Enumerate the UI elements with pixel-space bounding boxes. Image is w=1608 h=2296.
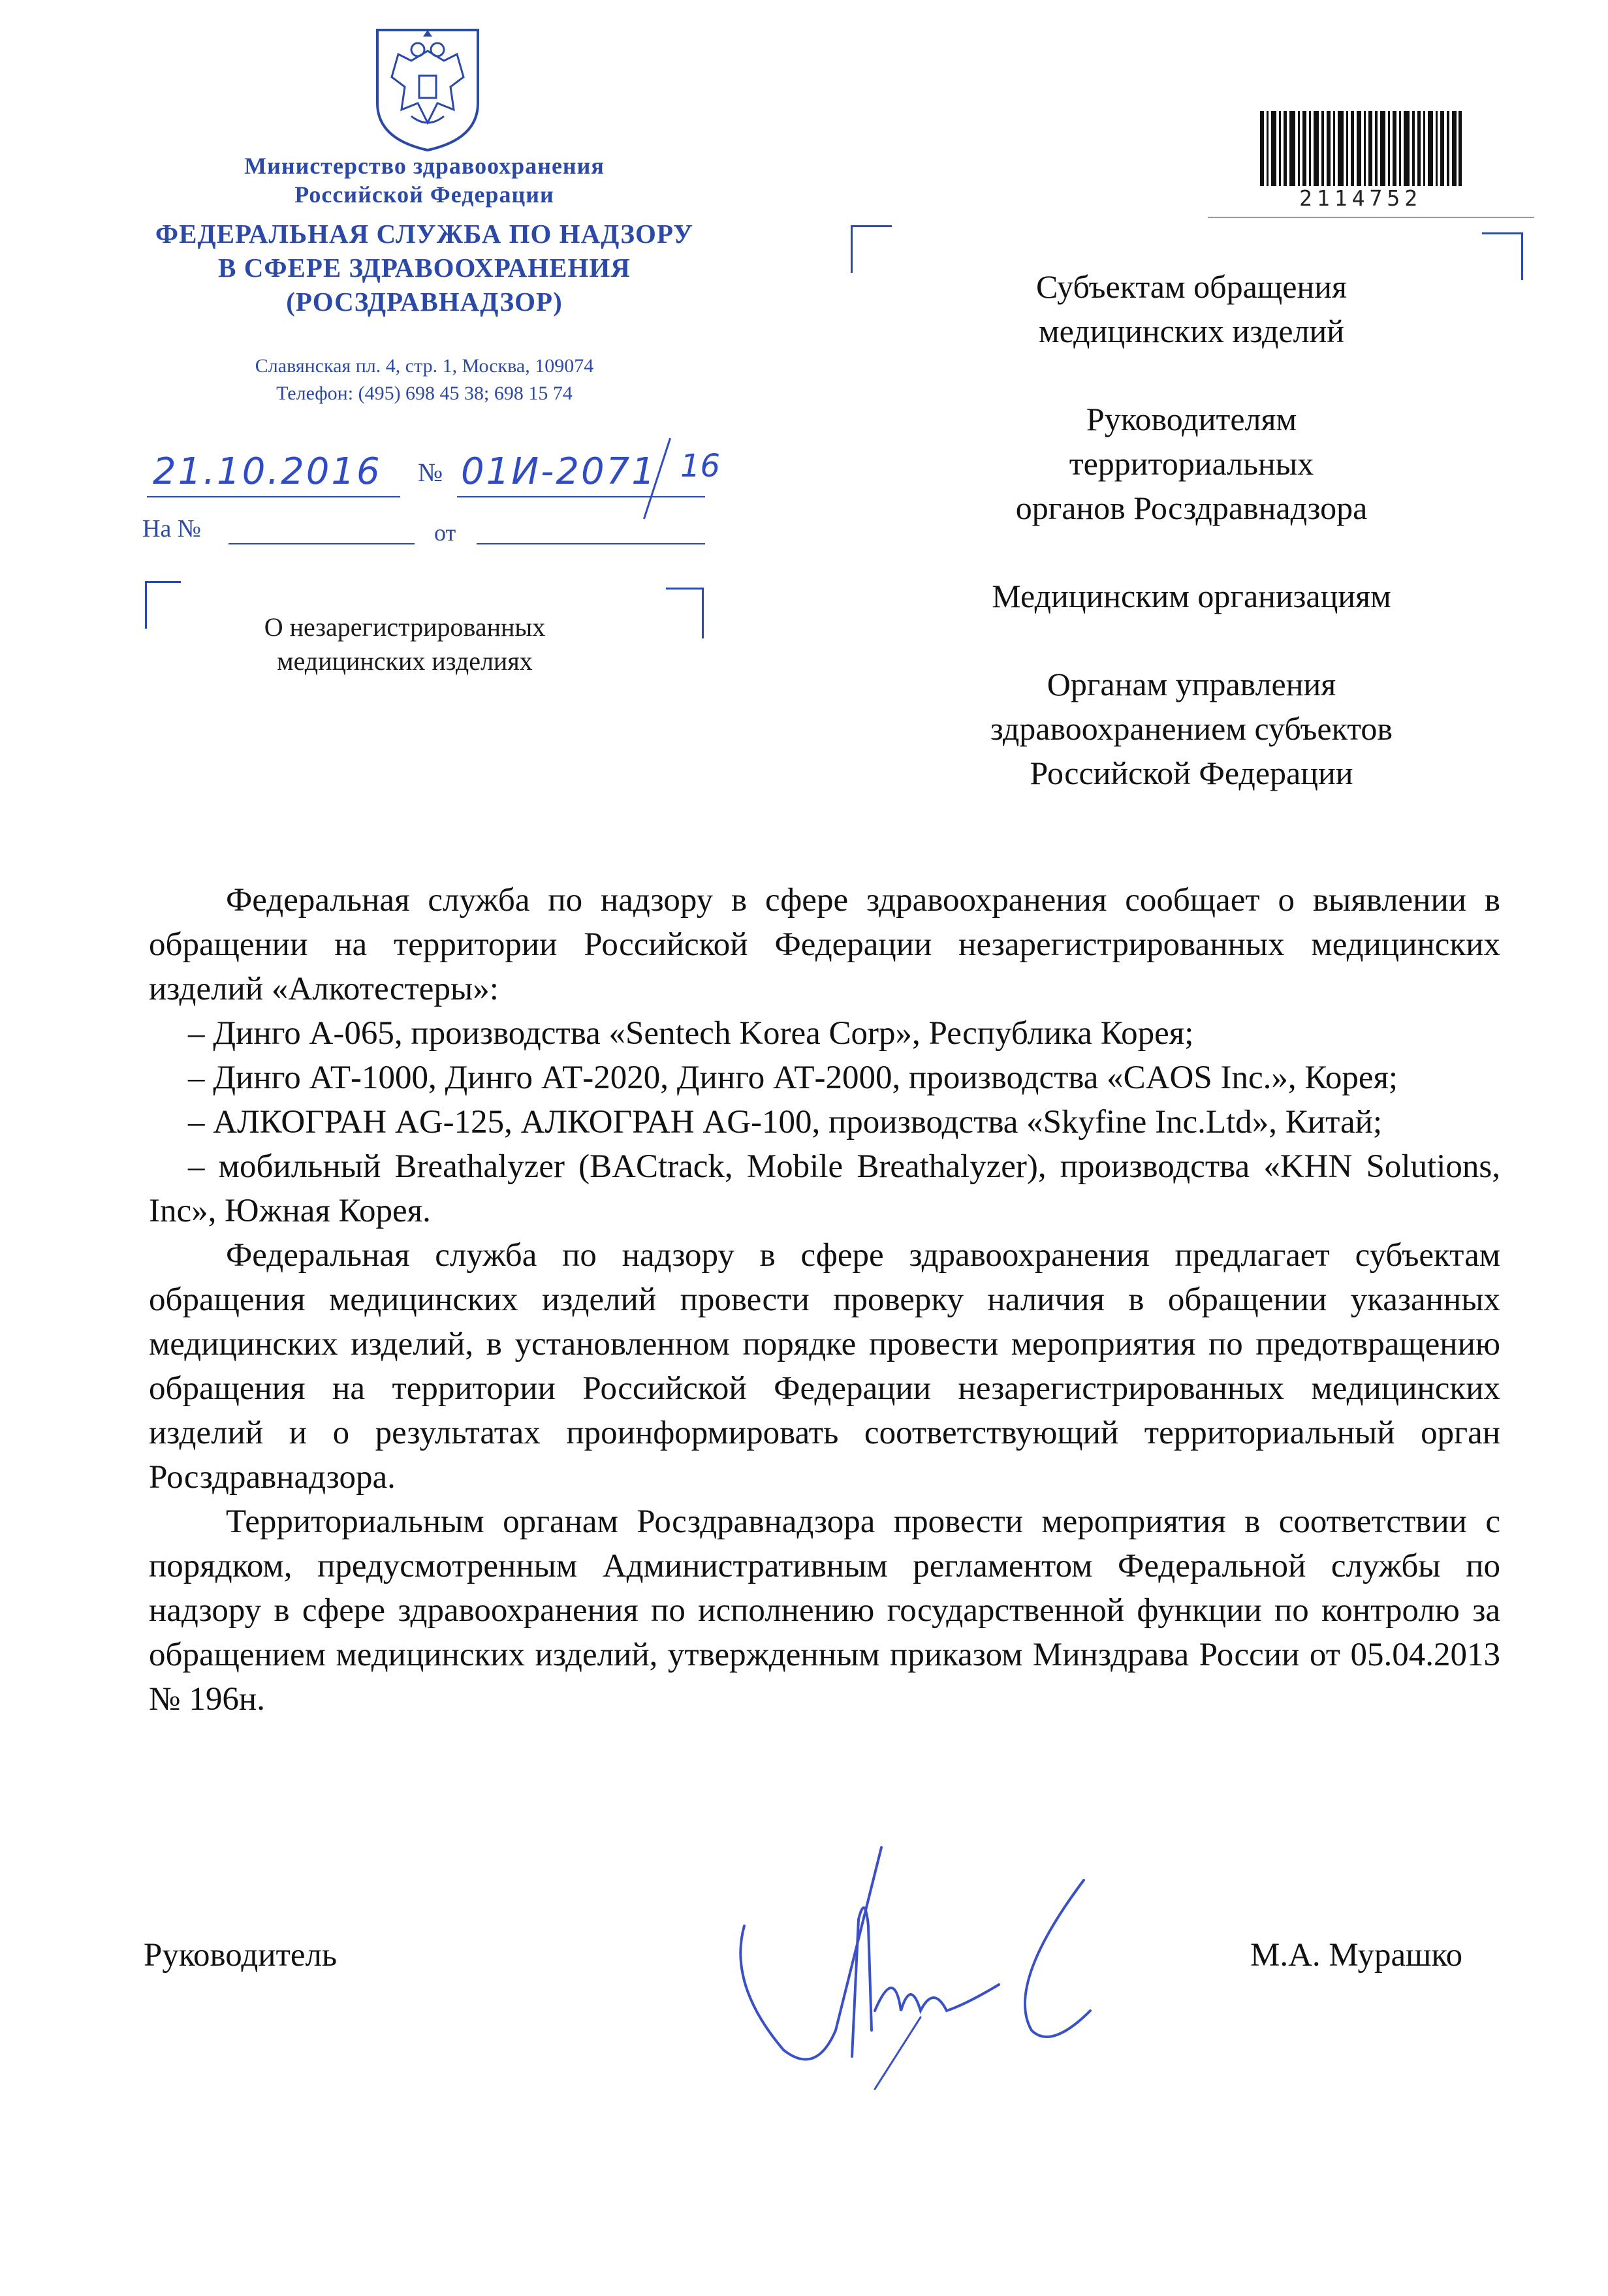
- letter-body: [149, 878, 1500, 1722]
- letter-subject: [196, 610, 614, 678]
- address-line1: Славянская пл. 4, стр. 1, Москва, 109074: [255, 355, 594, 377]
- addressee-3: [914, 574, 1469, 618]
- subject-corner-left: [145, 581, 181, 629]
- registration-date: 21.10.2016: [153, 450, 382, 493]
- number-underline: [457, 496, 705, 497]
- subject-corner-right: [666, 588, 704, 638]
- service-name: [118, 217, 731, 319]
- barcode-number: 2114752: [1299, 185, 1423, 211]
- reply-to-date-line: [477, 543, 705, 544]
- reply-to-number-label: На №: [142, 515, 202, 543]
- number-label: №: [418, 458, 443, 487]
- body-paragraph-2: Федеральная служба по надзору в сфере здравоохранения предлагает субъектам обращения медицинских изделий провести проверку наличия в обращении указанных медицинских изделий, в установленном порядке провести мероприятия по предотвращению обращения на территории Российской Федерации незарегистрированных медицинских изделий и о результатах проинформировать соответствующий территориальный орган Росздравнадзора.: [149, 1237, 1500, 1496]
- date-underline: [147, 496, 400, 497]
- ministry-line1: Министерство здравоохранения: [244, 153, 605, 179]
- addressee-2-line1: Руководителям: [1086, 401, 1297, 437]
- addressee-2-line2: территориальных: [1069, 445, 1314, 482]
- service-line2: В СФЕРЕ ЗДРАВООХРАНЕНИЯ: [218, 253, 631, 283]
- addressee-2: [914, 397, 1469, 530]
- device-list-item: – АЛКОГРАН AG-125, АЛКОГРАН AG-100, производства «Skyfine Inc.Ltd», Китай;: [188, 1104, 1383, 1140]
- body-paragraph-1: Федеральная служба по надзору в сфере здравоохранения сообщает о выявлении в обращении на территории Российской Федерации незарегистрированных медицинских изделий «Алкотестеры»:: [149, 882, 1500, 1007]
- device-list-item: – Динго АТ-1000, Динго АТ-2020, Динго АТ-2000, производства «CAOS Inc.», Корея;: [188, 1060, 1398, 1096]
- subject-line1: О незарегистрированных: [264, 612, 546, 642]
- addressee-2-line3: органов Росздравнадзора: [1015, 490, 1368, 526]
- service-line1: ФЕДЕРАЛЬНАЯ СЛУЖБА ПО НАДЗОРУ: [155, 219, 694, 249]
- addressee-1-line2: медицинских изделий: [1038, 313, 1345, 349]
- reply-to-date-label: от: [434, 520, 456, 546]
- ministry-line2: Российской Федерации: [294, 181, 554, 208]
- address-line2: Телефон: (495) 698 45 38; 698 15 74: [276, 383, 573, 404]
- addressee-1-line1: Субъектам обращения: [1036, 268, 1347, 305]
- sender-address: [170, 353, 679, 407]
- subject-line2: медицинских изделиях: [277, 646, 533, 676]
- signatory-name: М.А. Мурашко: [1250, 1937, 1463, 1974]
- addressee-3-line1: Медицинским организациям: [992, 578, 1391, 614]
- device-list-item: – Динго А-065, производства «Sentech Korea Corp», Республика Корея;: [188, 1015, 1194, 1052]
- registration-number: 01И-2071: [461, 450, 657, 493]
- addressee-corner-right: [1482, 232, 1523, 280]
- barcode-divider: [1208, 217, 1534, 218]
- addressee-4: [914, 662, 1469, 795]
- addressee-4-line2: здравоохранением субъектов: [990, 710, 1393, 747]
- addressee-1: [914, 264, 1469, 353]
- barcode-icon: [1260, 111, 1462, 186]
- ministry-name: [215, 151, 633, 209]
- reply-to-number-line: [229, 543, 415, 544]
- addressee-4-line3: Российской Федерации: [1030, 755, 1353, 791]
- device-list-item: – мобильный Breathalyzer (BACtrack, Mobile Breathalyzer), производства «KHN Solutions, Inc», Южная Корея.: [149, 1148, 1500, 1229]
- signatory-position: Руководитель: [144, 1937, 338, 1974]
- state-emblem-icon: [372, 25, 483, 152]
- service-line3: (РОСЗДРАВНАДЗОР): [286, 287, 563, 317]
- registration-number-suffix: 16: [680, 448, 721, 484]
- addressee-block: [914, 264, 1469, 839]
- addressee-4-line1: Органам управления: [1047, 666, 1336, 702]
- handwritten-signature: [725, 1815, 1143, 2096]
- body-paragraph-3: Территориальным органам Росздравнадзора провести мероприятия в соответствии с порядком, предусмотренным Административным регламентом Федеральной службы по надзору в сфере здравоохранения по исполнению государственной функции по контролю за обращением медицинских изделий, утвержденным приказом Минздрава России от 05.04.2013 № 196н.: [149, 1503, 1500, 1718]
- addressee-corner-left: [851, 225, 892, 273]
